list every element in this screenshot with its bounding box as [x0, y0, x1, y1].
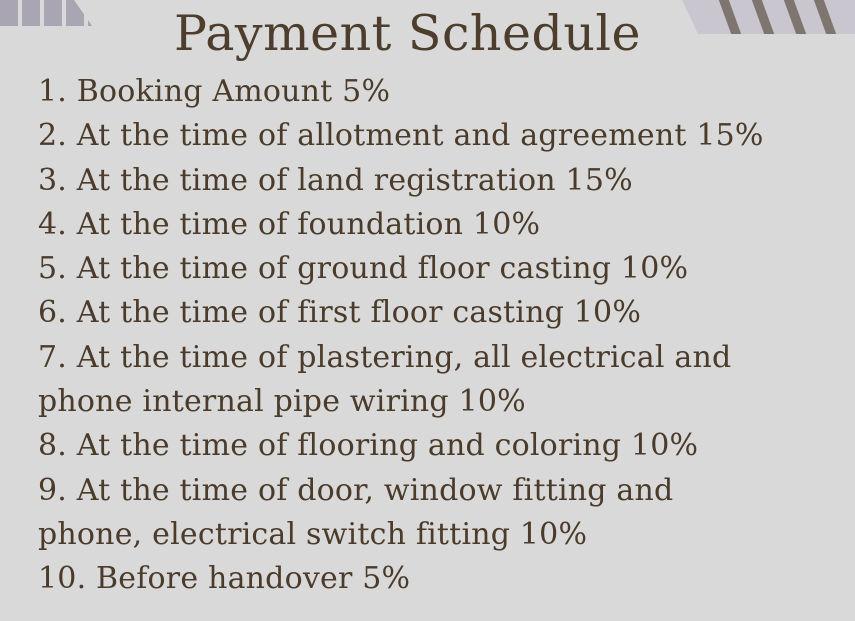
list-item: 6. At the time of first floor casting 10% [38, 295, 642, 331]
list-item: 4. At the time of foundation 10% [38, 206, 541, 242]
list-item: 8. At the time of flooring and coloring 10% [38, 428, 699, 464]
list-item: 5. At the time of ground floor casting 10% [38, 251, 689, 287]
page-title: Payment Schedule [173, 5, 642, 62]
list-item: 10. Before handover 5% [38, 561, 411, 597]
list-item: 1. Booking Amount 5% [38, 74, 391, 109]
list-item: 9. At the time of door, window fitting and [38, 472, 674, 508]
list-item-continuation: phone, electrical switch fitting 10% [38, 516, 588, 552]
list-item-continuation: phone internal pipe wiring 10% [38, 384, 526, 420]
list-item: 3. At the time of land registration 15% [38, 162, 633, 198]
payment-schedule-list [38, 70, 838, 602]
list-item: 2. At the time of allotment and agreement 15% [38, 118, 764, 154]
list-item: 7. At the time of plastering, all electrical and [38, 339, 732, 375]
